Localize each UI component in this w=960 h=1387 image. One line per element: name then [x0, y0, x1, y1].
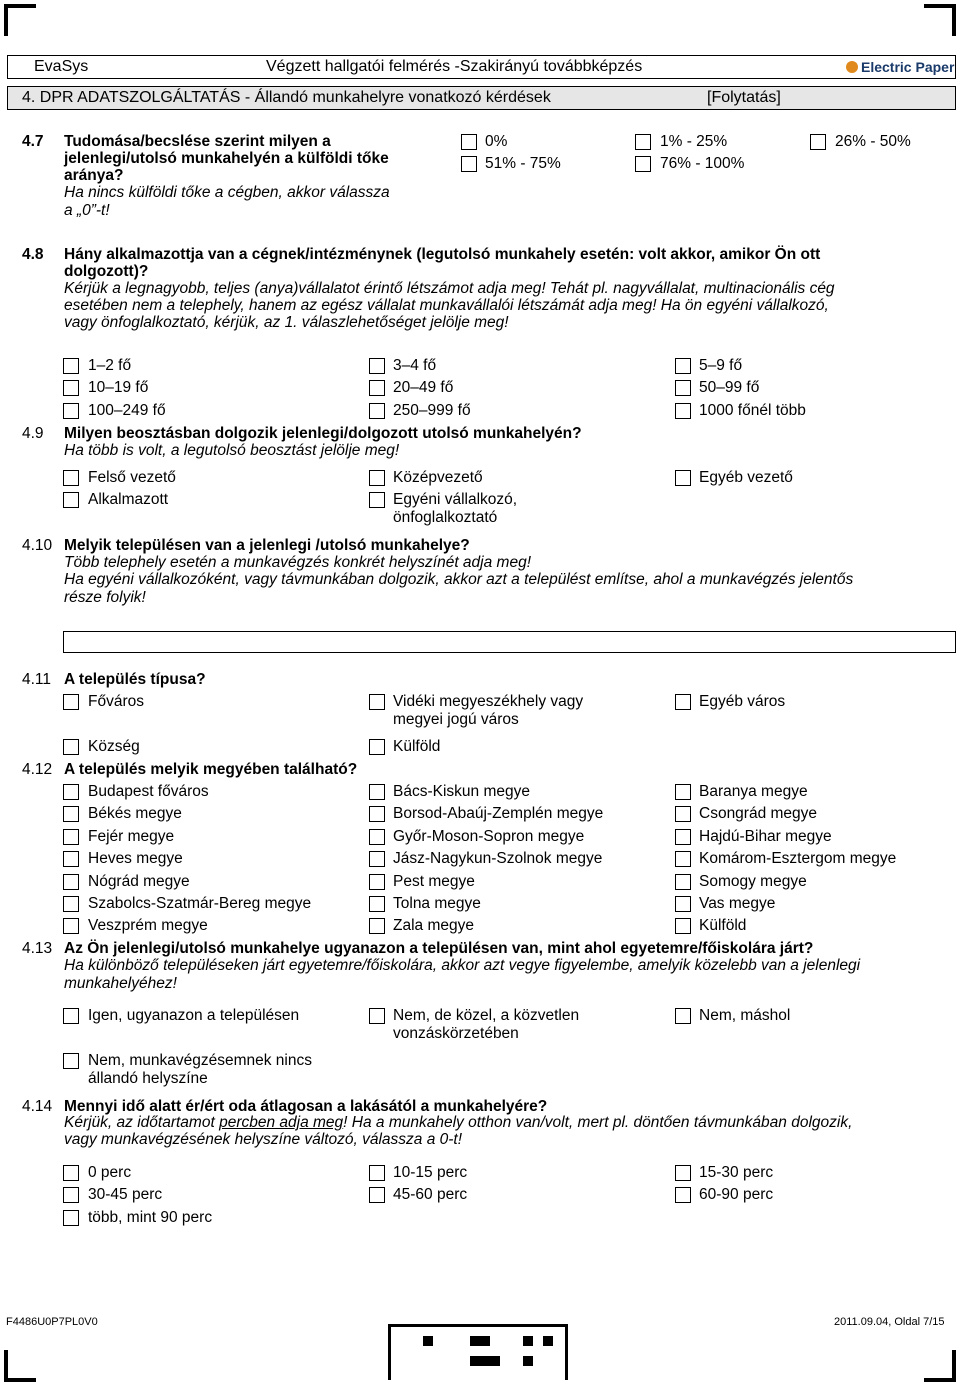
logo-icon — [846, 61, 858, 73]
q412-checkbox-9[interactable] — [63, 851, 79, 867]
q412-checkbox-18[interactable] — [63, 918, 79, 934]
q413-option-1-cont: vonzáskörzetében — [393, 1025, 519, 1042]
q412-option-1: Bács-Kiskun megye — [393, 783, 530, 800]
q414-checkbox-2[interactable] — [675, 1165, 691, 1181]
q47-note-1: Ha nincs külföldi tőke a cégben, akkor válassza — [64, 184, 390, 201]
q412-checkbox-6[interactable] — [63, 829, 79, 845]
q412-option-20: Külföld — [699, 917, 747, 934]
q48-checkbox-6[interactable] — [63, 403, 79, 419]
q412-checkbox-14[interactable] — [675, 874, 691, 890]
q48-option-4: 20–49 fő — [393, 379, 454, 396]
q411-checkbox-1[interactable] — [369, 694, 385, 710]
survey-title: Végzett hallgatói felmérés -Szakirányú továbbképzés — [266, 58, 643, 75]
q48-note-1: Kérjük a legnagyobb, teljes (anya)vállalatot érintő létszámot adja meg! Tehát pl. nagyvállalat, multinacionális cég — [64, 280, 835, 297]
q47-note-2: a „0”-t! — [64, 202, 110, 219]
q411-checkbox-3[interactable] — [63, 739, 79, 755]
q47-checkbox-2[interactable] — [810, 134, 826, 150]
q414-checkbox-1[interactable] — [369, 1165, 385, 1181]
q412-checkbox-12[interactable] — [63, 874, 79, 890]
q412-option-6: Fejér megye — [88, 828, 175, 845]
q48-checkbox-5[interactable] — [675, 380, 691, 396]
q412-option-12: Nógrád megye — [88, 873, 190, 890]
q414-option-0: 0 perc — [88, 1164, 132, 1181]
q47-option-0: 0% — [485, 133, 508, 150]
q47-text-3: aránya? — [64, 167, 124, 184]
q413-note-2: munkahelyéhez! — [64, 975, 177, 992]
q47-text-2: jelenlegi/utolsó munkahelyén a külföldi tőke — [64, 150, 389, 167]
q412-checkbox-20[interactable] — [675, 918, 691, 934]
q412-checkbox-2[interactable] — [675, 784, 691, 800]
q47-checkbox-0[interactable] — [461, 134, 477, 150]
q48-option-1: 3–4 fő — [393, 357, 437, 374]
q412-option-2: Baranya megye — [699, 783, 808, 800]
q412-option-5: Csongrád megye — [699, 805, 818, 822]
q410-note-1: Több telephely esetén a munkavégzés konkrét helyszínét adja meg! — [64, 554, 531, 571]
q414-checkbox-6[interactable] — [63, 1210, 79, 1226]
q412-option-14: Somogy megye — [699, 873, 807, 890]
q411-checkbox-0[interactable] — [63, 694, 79, 710]
q48-checkbox-4[interactable] — [369, 380, 385, 396]
q412-option-16: Tolna megye — [393, 895, 481, 912]
q412-option-3: Békés megye — [88, 805, 182, 822]
q48-note-3: vagy önfoglalkoztató, kérjük, az 1. válaszlehetőséget jelölje meg! — [64, 314, 509, 331]
q47-option-2: 26% - 50% — [835, 133, 911, 150]
q410-note-3: része folyik! — [64, 589, 146, 606]
q412-checkbox-3[interactable] — [63, 806, 79, 822]
form-header — [7, 55, 956, 79]
q412-option-9: Heves megye — [88, 850, 183, 867]
q413-checkbox-2[interactable] — [675, 1008, 691, 1024]
q414-option-1: 10-15 perc — [393, 1164, 468, 1181]
q412-option-4: Borsod-Abaúj-Zemplén megye — [393, 805, 604, 822]
q412-option-7: Győr-Moson-Sopron megye — [393, 828, 585, 845]
q413-text: Az Ön jelenlegi/utolsó munkahelye ugyanazon a településen van, mint ahol egyetemre/főiskolára járt? — [64, 940, 814, 957]
logo-text: Electric Paper — [861, 59, 955, 75]
q414-option-4: 45-60 perc — [393, 1186, 468, 1203]
q48-option-2: 5–9 fő — [699, 357, 743, 374]
q412-checkbox-19[interactable] — [369, 918, 385, 934]
q49-option-1: Középvezető — [393, 469, 483, 486]
q412-checkbox-5[interactable] — [675, 806, 691, 822]
q49-option-3: Alkalmazott — [88, 491, 169, 508]
q414-option-6: több, mint 90 perc — [88, 1209, 213, 1226]
q412-option-18: Veszprém megye — [88, 917, 208, 934]
app-name: EvaSys — [34, 58, 89, 75]
q49-number: 4.9 — [22, 425, 44, 442]
q414-note-2: vagy munkavégzésének helyszíne változó, válassza a 0-t! — [64, 1131, 463, 1148]
q48-option-5: 50–99 fő — [699, 379, 760, 396]
q48-option-3: 10–19 fő — [88, 379, 149, 396]
q413-checkbox-3[interactable] — [63, 1053, 79, 1069]
q413-number: 4.13 — [22, 940, 53, 957]
logo — [846, 56, 954, 78]
q412-option-10: Jász-Nagykun-Szolnok megye — [393, 850, 603, 867]
q49-option-2: Egyéb vezető — [699, 469, 793, 486]
q413-checkbox-1[interactable] — [369, 1008, 385, 1024]
q414-note-1a: Kérjük, az időtartamot — [64, 1114, 215, 1131]
q412-checkbox-8[interactable] — [675, 829, 691, 845]
q48-number: 4.8 — [22, 246, 44, 263]
q412-checkbox-16[interactable] — [369, 896, 385, 912]
q48-note-2: esetében nem a telephely, hanem az egész vállalat munkavállalói létszámát adja meg! Ha ön egyéni vállalkozó, — [64, 297, 829, 314]
q410-number: 4.10 — [22, 537, 53, 554]
q48-checkbox-7[interactable] — [369, 403, 385, 419]
q49-checkbox-1[interactable] — [369, 470, 385, 486]
footer-page-info: 2011.09.04, Oldal 7/15 — [834, 1316, 945, 1328]
q47-option-1: 1% - 25% — [660, 133, 728, 150]
q414-note-1c: ! Ha a munkahely otthon van/volt, mert pl. döntően távmunkában dolgozik, — [343, 1114, 853, 1131]
q48-option-8: 1000 főnél több — [699, 402, 806, 419]
q49-option-0: Felső vezető — [88, 469, 176, 486]
q412-option-19: Zala megye — [393, 917, 474, 934]
q412-checkbox-0[interactable] — [63, 784, 79, 800]
q48-checkbox-1[interactable] — [369, 358, 385, 374]
q47-option-3: 51% - 75% — [485, 155, 561, 172]
q412-checkbox-7[interactable] — [369, 829, 385, 845]
q48-option-6: 100–249 fő — [88, 402, 166, 419]
q48-text-1: Hány alkalmazottja van a cégnek/intézménynek (legutolsó munkahely esetén: volt akkor, amikor Ön ott — [64, 246, 821, 263]
q413-checkbox-0[interactable] — [63, 1008, 79, 1024]
q49-text: Milyen beosztásban dolgozik jelenlegi/dolgozott utolsó munkahelyén? — [64, 425, 582, 442]
section-continued: [Folytatás] — [707, 89, 781, 106]
q49-checkbox-2[interactable] — [675, 470, 691, 486]
q47-checkbox-1[interactable] — [635, 134, 651, 150]
q48-checkbox-2[interactable] — [675, 358, 691, 374]
q414-checkbox-0[interactable] — [63, 1165, 79, 1181]
q47-checkbox-4[interactable] — [635, 156, 651, 172]
q412-option-0: Budapest főváros — [88, 783, 209, 800]
q412-option-11: Komárom-Esztergom megye — [699, 850, 897, 867]
q47-text-1: Tudomása/becslése szerint milyen a — [64, 133, 331, 150]
q413-note-1: Ha különböző településeken járt egyetemre/főiskolára, akkor azt vegye figyelembe, amelyik közelebb van a jelenlegi — [64, 957, 861, 974]
q48-option-7: 250–999 fő — [393, 402, 471, 419]
q414-checkbox-4[interactable] — [369, 1187, 385, 1203]
q49-checkbox-4[interactable] — [369, 492, 385, 508]
q49-option-4: Egyéni vállalkozó, — [393, 491, 518, 508]
q47-option-4: 76% - 100% — [660, 155, 745, 172]
q414-option-2: 15-30 perc — [699, 1164, 774, 1181]
q413-option-3-cont: állandó helyszíne — [88, 1070, 208, 1087]
q411-option-0: Főváros — [88, 693, 144, 710]
q410-settlement-input[interactable] — [63, 631, 956, 653]
q413-option-3: Nem, munkavégzésemnek nincs — [88, 1052, 312, 1069]
q412-option-8: Hajdú-Bihar megye — [699, 828, 832, 845]
q412-checkbox-17[interactable] — [675, 896, 691, 912]
q49-note: Ha több is volt, a legutolsó beosztást jelölje meg! — [64, 442, 400, 459]
q47-checkbox-3[interactable] — [461, 156, 477, 172]
q411-option-2: Egyéb város — [699, 693, 786, 710]
q414-note-1 — [64, 1114, 852, 1132]
section-title: 4. DPR ADATSZOLGÁLTATÁS - Állandó munkahelyre vonatkozó kérdések — [22, 89, 551, 106]
q411-number: 4.11 — [22, 671, 52, 688]
q47-number: 4.7 — [22, 133, 44, 150]
q411-option-4: Külföld — [393, 738, 441, 755]
q412-option-15: Szabolcs-Szatmár-Bereg megye — [88, 895, 312, 912]
footer-form-code: F4486U0P7PL0V0 — [6, 1316, 98, 1328]
q413-option-0: Igen, ugyanazon a településen — [88, 1007, 300, 1024]
q412-number: 4.12 — [22, 761, 53, 778]
q412-text: A település melyik megyében található? — [64, 761, 358, 778]
q413-option-1: Nem, de közel, a közvetlen — [393, 1007, 580, 1024]
q49-checkbox-0[interactable] — [63, 470, 79, 486]
q411-checkbox-2[interactable] — [675, 694, 691, 710]
q414-checkbox-5[interactable] — [675, 1187, 691, 1203]
section-title-bar — [7, 86, 956, 110]
q49-checkbox-3[interactable] — [63, 492, 79, 508]
q412-checkbox-11[interactable] — [675, 851, 691, 867]
q48-checkbox-8[interactable] — [675, 403, 691, 419]
q48-text-2: dolgozott)? — [64, 263, 149, 280]
q412-option-13: Pest megye — [393, 873, 475, 890]
q410-note-2: Ha egyéni vállalkozóként, vagy távmunkában dolgozik, akkor azt a települést említse, ahol a munkavégzés jelentős — [64, 571, 854, 588]
q410-text: Melyik településen van a jelenlegi /utolsó munkahelye? — [64, 537, 470, 554]
q412-checkbox-15[interactable] — [63, 896, 79, 912]
q412-option-17: Vas megye — [699, 895, 776, 912]
q411-option-1: Vidéki megyeszékhely vagy — [393, 693, 584, 710]
q411-checkbox-4[interactable] — [369, 739, 385, 755]
q412-checkbox-13[interactable] — [369, 874, 385, 890]
q412-checkbox-4[interactable] — [369, 806, 385, 822]
q411-text: A település típusa? — [64, 671, 206, 688]
q412-checkbox-1[interactable] — [369, 784, 385, 800]
q48-checkbox-0[interactable] — [63, 358, 79, 374]
q412-checkbox-10[interactable] — [369, 851, 385, 867]
q414-checkbox-3[interactable] — [63, 1187, 79, 1203]
q411-option-1-cont: megyei jogú város — [393, 711, 519, 728]
q414-text: Mennyi idő alatt ér/ért oda átlagosan a lakásától a munkahelyére? — [64, 1098, 548, 1115]
q411-option-3: Község — [88, 738, 140, 755]
q49-option-4-cont: önfoglalkoztató — [393, 509, 498, 526]
q414-option-3: 30-45 perc — [88, 1186, 163, 1203]
q414-note-1b: percben adja meg — [219, 1114, 344, 1131]
q414-option-5: 60-90 perc — [699, 1186, 774, 1203]
q48-option-0: 1–2 fő — [88, 357, 132, 374]
q414-number: 4.14 — [22, 1098, 53, 1115]
q48-checkbox-3[interactable] — [63, 380, 79, 396]
q413-option-2: Nem, máshol — [699, 1007, 791, 1024]
